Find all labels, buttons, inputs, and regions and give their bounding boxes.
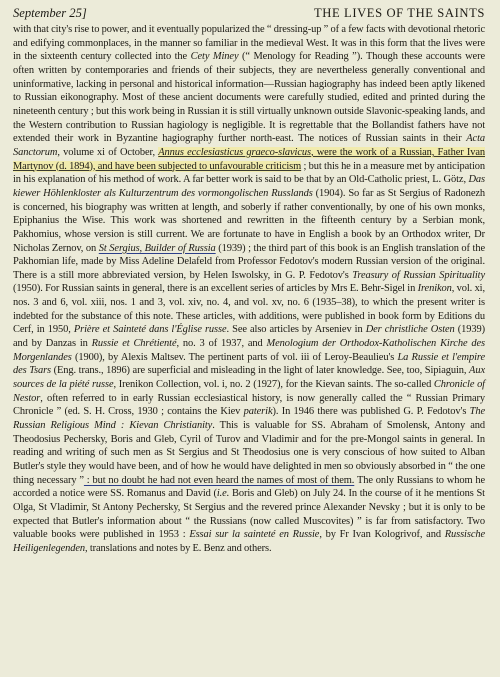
italic-term: paterik [243,406,273,418]
italic-title: Acta Sanctorum [13,133,485,158]
italic-title: The Russian Religious Mind : Kievan Christianity [13,406,485,432]
text-run: , vol. xi, nos. 3 and 6, vol. xiii, nos. 1 and 3, vol. xiv, no. 4, and vol. xv, no. 6 (1935–38), to which the present writer is indebted for the substance of this note. These articles, with additions, were published in book form by Editions du Cerf, in 1950, [13,283,485,336]
text-run: , translations and notes by E. Benz and others. [85,542,272,554]
text-run: with that city's rise to power, and it eventually popularized the “ dressing-up ” of a few facts with devotional rhetoric and edifying commonplaces, in the manner so familiar in the medieval West. It was in this form that the lives were in the sixteenth century collected into the [13,24,485,63]
italic-title: Irenikon [417,283,452,295]
text-run: (1900), by Alexis Maltsev. The pertinent parts of vol. iii of Leroy-Beaulieu's [71,351,398,363]
italic-title: Aux sources de la piété russe [13,365,485,391]
text-run: (1939) ; the third part of this book is an English translation of the Pakhomian life, made by Miss Adeline Delafeld from Professor Fedotov's modern Russian version of the original. There is a still more abbreviated version, by Helen Iswolsky, in G. P. Fedotov's [13,242,485,281]
text-run: (“ Menology for Reading ”). Though these accounts were often written by contemporaries and friends of their subjects, they are nevertheless generally conventional and uninformative, lacking in personal and historical information—Russian hagiography has indeed been aptly likened to Russian eikonography. Most of these ancient documents were carefully studied, edited and printed during the nineteenth century ; but this work being in Russian it is still virtually unknown outside Slavonic-speaking lands, and the Western contribution to Russian hagiology is negligible. It is regrettable that the Bollandist fathers have not extended their work in Byzantine hagiography further north-east. The notices of Russian saints in their [13,51,485,145]
text-run: (1950). For Russian saints in general, there is an excellent series of articles by Mrs E. Behr-Sigel in [13,283,418,295]
text-run: , often referred to in early Russian ecclesiastical history, is now generally called the “ Russian Primary Chronicle ” (ed. S. H. Cross, 1930 ; contains the Kiev [13,392,485,418]
italic-title: La Russie et l'empire des Tsars [13,351,485,377]
italic-title: Menologium der Orthodox-Katholischen Kirche des Morgenlandes [13,338,486,363]
running-head [13,5,485,21]
italic-title: Treasury of Russian Spirituality [352,269,485,281]
book-title-header: THE LIVES OF THE SAINTS [314,6,485,20]
italic-abbreviation: i.e. [216,488,230,500]
text-run: , no. 3 of 1937, and [176,338,267,350]
italic-title: Chronicle of Nestor [13,379,485,404]
text-run: ). In 1946 there was published G. P. Fedotov's [272,406,470,418]
text-run: . See also articles by Arseniev in [226,324,366,336]
italic-title: Der christliche Osten [365,324,455,336]
text-run: ; but this he in a measure met by anticipation in his explanation of his method of work. A far better work is said to be that by an Old-Catholic priest, L. Götz, [13,160,485,186]
text-run: , Irenikon Collection, vol. i, no. 2 (1927), for the Kievan saints. The so-called [113,379,434,391]
italic-title: Essai sur la sainteté en Russie [189,529,320,541]
italic-title: Russie et Chrétienté [91,338,177,350]
note-paragraph [13,23,485,556]
underlined-text: : but no doubt he had not even heard the names of most of them. [83,474,355,486]
text-run: Boris and Gleb) on July 24. In the course of it he mentions St Olga, St Vladimir, St Antony Pechersky, St Sergius and the revered prince Alexander Nevsky ; but it is only to be expected that Butler's information about “ the Russians (now called Muscovites) ” is far from satisfactory. Two valuable books were published in 1953 : [13,488,485,541]
underlined-title: St Sergius, Builder of Russia [98,242,216,254]
note-body [13,23,485,556]
italic-title: Russische Heiligenlegenden [13,529,485,554]
italic-title: Prière et Sainteté dans l'Église russe [73,324,227,336]
text-run: , by Fr Ivan Kologrivof, and [319,529,445,541]
underlined-text: , were the work of a Russian, Father Ivan Martynov (d. 1894), and have been subjected to unfavourable criticism [13,146,486,172]
text-run: (Eng. trans., 1896) are superficial and misleading in the light of later knowledge. See, too, Sipiaguin, [51,365,470,377]
text-run: (1904). So far as St Sergius of Radonezh is concerned, his biography was written at length, and soberly if rather conventionally, by one of his own monks, Epiphanius the Wise. This work was shortened and rewritten in the fifteenth century by a Serbian monk, Pakhomius, whose version is still current. We are fortunate to have in English a book by an Orthodox writer, Dr Nicholas Zernov, on [13,187,486,254]
italic-title: Cety Miney [190,51,239,63]
text-run: The only Russians to whom he accorded a notice were SS. Romanus and David ( [13,474,485,500]
page-date-header: September 25] [13,6,87,20]
italic-title: Das kiewer Höhlenkloster als Kulturzentrum des vormongolischen Russlands [13,174,485,199]
text-run: (1939) and by Danzas in [13,324,485,350]
text-run: , volume xi of October, [57,146,159,158]
text-run: . This is valuable for SS. Abraham of Smolensk, Antony and Theodosius Pechersky, Boris and Gleb, Cyril of Turov and Vladimir and for the pre-Mongol saints in general. In reading and writing of such men as St Sergius and St Theodosius one is very conscious of how suited to Alban Butler's style they would have been, and of how he would have delighted in men so obviously absorbed in “ the one thing necessary ” [13,420,485,486]
italic-title: Annus ecclesiasticus graeco-slavicus [158,146,311,158]
